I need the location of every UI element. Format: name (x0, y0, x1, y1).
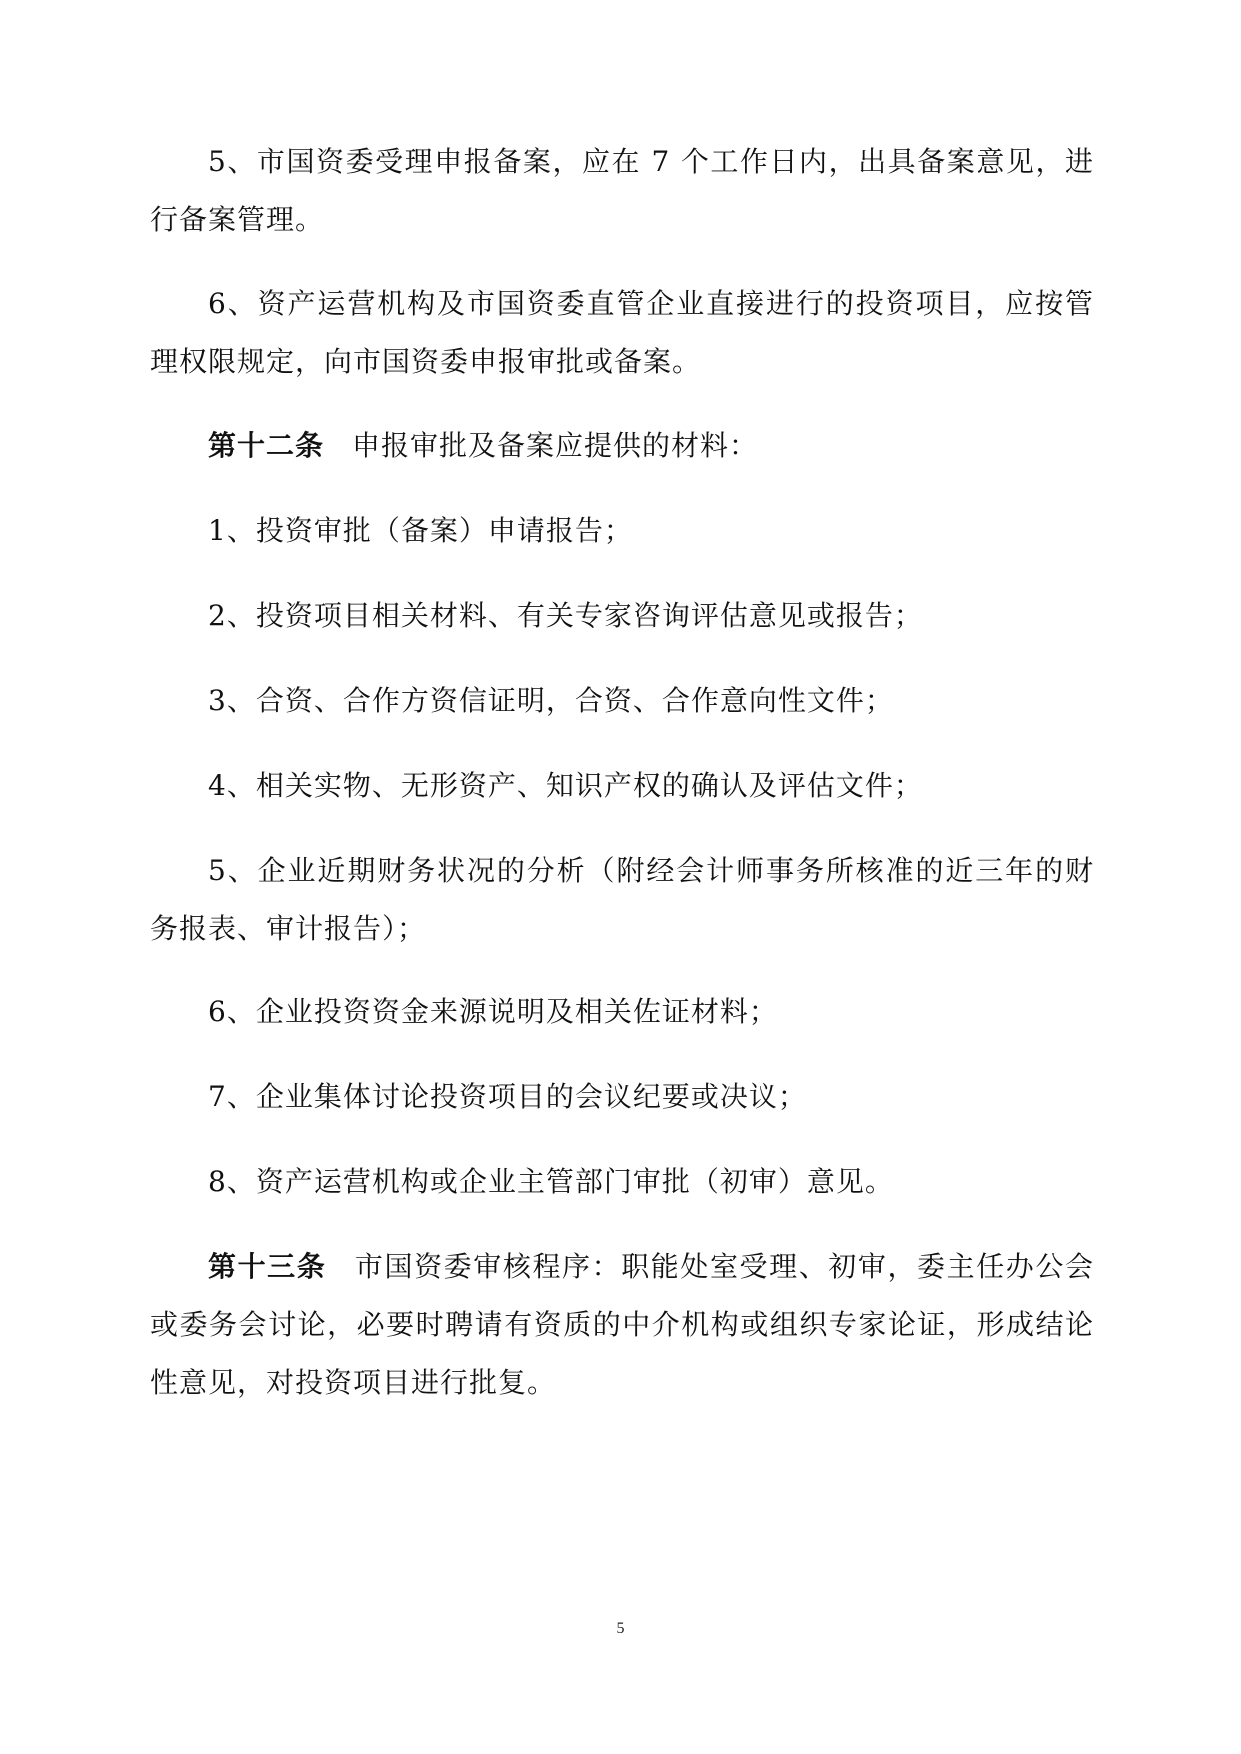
list-item-2 (150, 587, 1094, 645)
paragraph-text: 市国资委审核程序：职能处室受理、初审，委主任办公会或委务会讨论，必要时聘请有资质的中介机构或组织专家论证，形成结论性意见，对投资项目进行批复。 (150, 1250, 1094, 1399)
list-item-4 (150, 757, 1094, 815)
page-number: 5 (616, 1620, 625, 1637)
article-12 (150, 417, 1094, 475)
paragraph-text: 1、投资审批（备案）申请报告； (208, 514, 633, 547)
paragraph-text: 4、相关实物、无形资产、知识产权的确认及评估文件； (208, 769, 923, 802)
paragraph-text: 5、企业近期财务状况的分析（附经会计师事务所核准的近三年的财务报表、审计报告）； (150, 854, 1094, 945)
article-heading: 第十三条 (208, 1250, 327, 1283)
paragraph-text: 8、资产运营机构或企业主管部门审批（初审）意见。 (208, 1165, 894, 1198)
paragraph-text: 6、资产运营机构及市国资委直管企业直接进行的投资项目，应按管理权限规定，向市国资委申报审批或备案。 (150, 287, 1094, 378)
paragraph-item-5-filing (150, 133, 1094, 249)
list-item-1 (150, 502, 1094, 560)
list-item-3 (150, 672, 1094, 730)
paragraph-text: 7、企业集体讨论投资项目的会议纪要或决议； (208, 1080, 807, 1113)
article-13 (150, 1238, 1094, 1412)
paragraph-text: 6、企业投资资金来源说明及相关佐证材料； (208, 995, 778, 1028)
list-item-6 (150, 983, 1094, 1041)
paragraph-text: 3、合资、合作方资信证明，合资、合作意向性文件； (208, 684, 894, 717)
article-heading: 第十二条 (208, 429, 325, 462)
paragraph-text: 2、投资项目相关材料、有关专家咨询评估意见或报告； (208, 599, 923, 632)
list-item-5 (150, 842, 1094, 958)
paragraph-text: 申报审批及备案应提供的材料： (352, 429, 759, 462)
list-item-8 (150, 1153, 1094, 1211)
list-item-7 (150, 1068, 1094, 1126)
paragraph-item-6-direct-investment (150, 275, 1094, 391)
paragraph-text: 5、市国资委受理申报备案，应在 7 个工作日内，出具备案意见，进行备案管理。 (150, 145, 1094, 236)
